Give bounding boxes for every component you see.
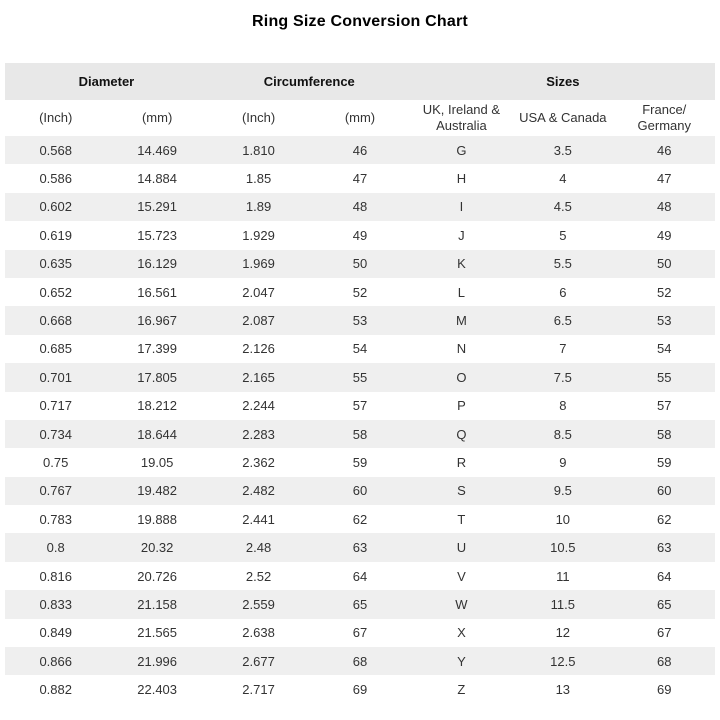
table-cell: S xyxy=(457,483,466,499)
table-cell: 6.5 xyxy=(553,313,572,329)
table-cell: 48 xyxy=(657,199,672,215)
table-cell: 1.929 xyxy=(242,227,275,243)
table-cell: 59 xyxy=(657,454,672,470)
column-header: (Inch) xyxy=(208,100,309,136)
table-cell: 68 xyxy=(657,653,672,669)
table-cell: P xyxy=(457,398,466,414)
table-cell: 65 xyxy=(352,596,368,612)
table-cell: 22.403 xyxy=(137,682,178,698)
table-row xyxy=(5,619,715,647)
table-cell: 0.652 xyxy=(39,284,72,300)
table-row xyxy=(5,392,715,420)
table-cell: 58 xyxy=(352,426,368,442)
column-header-row xyxy=(5,100,715,136)
ring-size-table xyxy=(5,63,715,704)
table-cell: 9.5 xyxy=(553,483,572,499)
table-cell: 15.723 xyxy=(137,227,178,243)
table-cell: 68 xyxy=(352,653,368,669)
table-cell: 69 xyxy=(657,682,672,698)
table-cell: 2.559 xyxy=(242,596,275,612)
table-cell: K xyxy=(457,256,466,272)
table-cell: 8 xyxy=(559,398,567,414)
table-row xyxy=(5,533,715,561)
table-cell: 0.619 xyxy=(39,227,72,243)
table-cell: 1.85 xyxy=(245,171,272,187)
table-cell: 19.482 xyxy=(137,483,178,499)
table-row xyxy=(5,278,715,306)
column-header: USA & Canada xyxy=(512,100,613,136)
table-cell: 9 xyxy=(559,454,567,470)
table-body xyxy=(5,136,715,704)
table-cell: 2.717 xyxy=(242,682,275,698)
table-cell: 0.866 xyxy=(39,653,72,669)
table-cell: 0.8 xyxy=(46,540,65,556)
table-cell: X xyxy=(457,625,466,641)
table-cell: 2.638 xyxy=(242,625,275,641)
table-cell: 2.047 xyxy=(242,284,275,300)
table-cell: 0.635 xyxy=(39,256,72,272)
table-cell: 19.05 xyxy=(140,454,174,470)
table-cell: 49 xyxy=(352,227,368,243)
table-cell: 49 xyxy=(657,227,672,243)
table-cell: Y xyxy=(457,653,466,669)
table-row xyxy=(5,164,715,192)
table-cell: 10 xyxy=(555,511,571,527)
table-cell: H xyxy=(456,171,467,187)
table-cell: G xyxy=(456,142,467,158)
table-cell: 10.5 xyxy=(550,540,576,556)
table-cell: 16.967 xyxy=(137,313,178,329)
table-cell: 67 xyxy=(352,625,368,641)
table-cell: 53 xyxy=(657,313,672,329)
table-cell: 0.882 xyxy=(39,682,72,698)
table-cell: 17.399 xyxy=(137,341,178,357)
table-row xyxy=(5,590,715,618)
table-cell: U xyxy=(456,540,467,556)
table-cell: 0.849 xyxy=(39,625,72,641)
column-header: UK, Ireland & Australia xyxy=(411,100,512,136)
table-row xyxy=(5,193,715,221)
table-cell: 64 xyxy=(352,568,368,584)
table-cell: 69 xyxy=(352,682,368,698)
table-cell: 55 xyxy=(352,369,368,385)
table-cell: W xyxy=(455,596,468,612)
table-cell: 0.816 xyxy=(39,568,72,584)
table-row xyxy=(5,335,715,363)
table-cell: 21.996 xyxy=(137,653,178,669)
table-cell: 3.5 xyxy=(553,142,572,158)
table-cell: 46 xyxy=(352,142,368,158)
table-cell: 47 xyxy=(657,171,672,187)
group-header: Diameter xyxy=(5,63,208,100)
table-cell: 6 xyxy=(559,284,567,300)
table-cell: 2.441 xyxy=(242,511,275,527)
table-cell: 2.126 xyxy=(242,341,275,357)
table-cell: 54 xyxy=(352,341,368,357)
table-cell: M xyxy=(455,313,467,329)
table-cell: 0.586 xyxy=(39,171,72,187)
table-cell: 62 xyxy=(352,511,368,527)
table-row xyxy=(5,675,715,703)
table-cell: 0.568 xyxy=(39,142,72,158)
group-header-row xyxy=(5,63,715,100)
table-cell: 57 xyxy=(657,398,672,414)
table-cell: 20.726 xyxy=(137,568,178,584)
column-header: (mm) xyxy=(309,100,410,136)
table-cell: 64 xyxy=(657,568,672,584)
group-header: Circumference xyxy=(208,63,411,100)
table-cell: 16.561 xyxy=(137,284,178,300)
table-row xyxy=(5,647,715,675)
table-cell: 12.5 xyxy=(550,653,576,669)
table-cell: 2.244 xyxy=(242,398,275,414)
table-row xyxy=(5,363,715,391)
table-row xyxy=(5,250,715,278)
table-cell: 0.767 xyxy=(39,483,72,499)
page-title: Ring Size Conversion Chart xyxy=(252,13,468,30)
table-cell: 60 xyxy=(352,483,368,499)
table-cell: 7 xyxy=(559,341,567,357)
table-cell: 46 xyxy=(657,142,672,158)
table-cell: 1.969 xyxy=(242,256,275,272)
table-cell: 0.602 xyxy=(39,199,72,215)
table-row xyxy=(5,136,715,164)
column-header: (mm) xyxy=(106,100,207,136)
table-cell: L xyxy=(457,284,466,300)
table-cell: 14.884 xyxy=(137,171,178,187)
table-cell: 11.5 xyxy=(550,596,575,612)
table-cell: 55 xyxy=(657,369,672,385)
table-cell: 19.888 xyxy=(137,511,178,527)
table-row xyxy=(5,448,715,476)
table-cell: R xyxy=(456,454,467,470)
table-cell: 2.482 xyxy=(242,483,275,499)
group-header: Sizes xyxy=(411,63,715,100)
table-cell: I xyxy=(459,199,464,215)
table-cell: 60 xyxy=(657,483,672,499)
table-cell: 48 xyxy=(352,199,368,215)
table-cell: 5 xyxy=(559,227,567,243)
table-cell: 1.810 xyxy=(242,142,275,158)
table-cell: 58 xyxy=(657,426,672,442)
table-cell: 62 xyxy=(657,511,672,527)
table-cell: 63 xyxy=(657,540,672,556)
table-row xyxy=(5,306,715,334)
table-cell: 1.89 xyxy=(245,199,272,215)
table-cell: N xyxy=(456,341,467,357)
table-row xyxy=(5,477,715,505)
table-row xyxy=(5,562,715,590)
table-cell: 0.685 xyxy=(39,341,72,357)
column-header: France/ Germany xyxy=(614,100,715,136)
table-row xyxy=(5,221,715,249)
table-cell: Z xyxy=(457,682,466,698)
table-cell: 4 xyxy=(559,171,567,187)
table-cell: O xyxy=(456,369,467,385)
table-cell: 2.677 xyxy=(242,653,275,669)
table-cell: 2.283 xyxy=(242,426,275,442)
table-cell: 21.565 xyxy=(137,625,178,641)
table-cell: 50 xyxy=(352,256,368,272)
table-cell: 2.362 xyxy=(242,454,275,470)
table-cell: 0.833 xyxy=(39,596,72,612)
table-cell: 21.158 xyxy=(137,596,178,612)
table-cell: 0.783 xyxy=(39,511,72,527)
table-cell: 67 xyxy=(657,625,672,641)
table-cell: 20.32 xyxy=(140,540,174,556)
table-cell: Q xyxy=(456,426,467,442)
table-cell: 18.644 xyxy=(137,426,178,442)
table-cell: J xyxy=(458,227,465,243)
table-cell: 65 xyxy=(657,596,672,612)
table-cell: 4.5 xyxy=(553,199,572,215)
table-cell: 12 xyxy=(555,625,571,641)
table-cell: 63 xyxy=(352,540,368,556)
table-row xyxy=(5,420,715,448)
table-cell: 18.212 xyxy=(137,398,178,414)
table-cell: 11 xyxy=(556,568,570,584)
table-cell: 0.734 xyxy=(39,426,72,442)
table-cell: T xyxy=(457,511,466,527)
table-cell: 0.75 xyxy=(43,454,69,470)
table-row xyxy=(5,505,715,533)
table-cell: 7.5 xyxy=(553,369,572,385)
table-cell: V xyxy=(457,568,466,584)
table-cell: 2.48 xyxy=(245,540,272,556)
table-cell: 17.805 xyxy=(137,369,178,385)
table-cell: 47 xyxy=(352,171,368,187)
table-head xyxy=(5,63,715,136)
table-cell: 57 xyxy=(352,398,368,414)
table-cell: 53 xyxy=(352,313,368,329)
table-cell: 2.087 xyxy=(242,313,275,329)
table-cell: 50 xyxy=(657,256,672,272)
table-cell: 13 xyxy=(555,682,571,698)
table-cell: 0.701 xyxy=(39,369,72,385)
table-cell: 52 xyxy=(657,284,672,300)
table-cell: 0.668 xyxy=(39,313,72,329)
table-cell: 5.5 xyxy=(553,256,572,272)
table-cell: 59 xyxy=(352,454,368,470)
table-cell: 52 xyxy=(352,284,368,300)
table-cell: 16.129 xyxy=(137,256,178,272)
table-cell: 54 xyxy=(657,341,672,357)
table-cell: 15.291 xyxy=(137,199,178,215)
table-cell: 14.469 xyxy=(137,142,178,158)
column-header: (Inch) xyxy=(5,100,106,136)
table-cell: 2.52 xyxy=(245,568,272,584)
table-cell: 0.717 xyxy=(39,398,72,414)
table-cell: 2.165 xyxy=(242,369,275,385)
table-cell: 8.5 xyxy=(553,426,572,442)
